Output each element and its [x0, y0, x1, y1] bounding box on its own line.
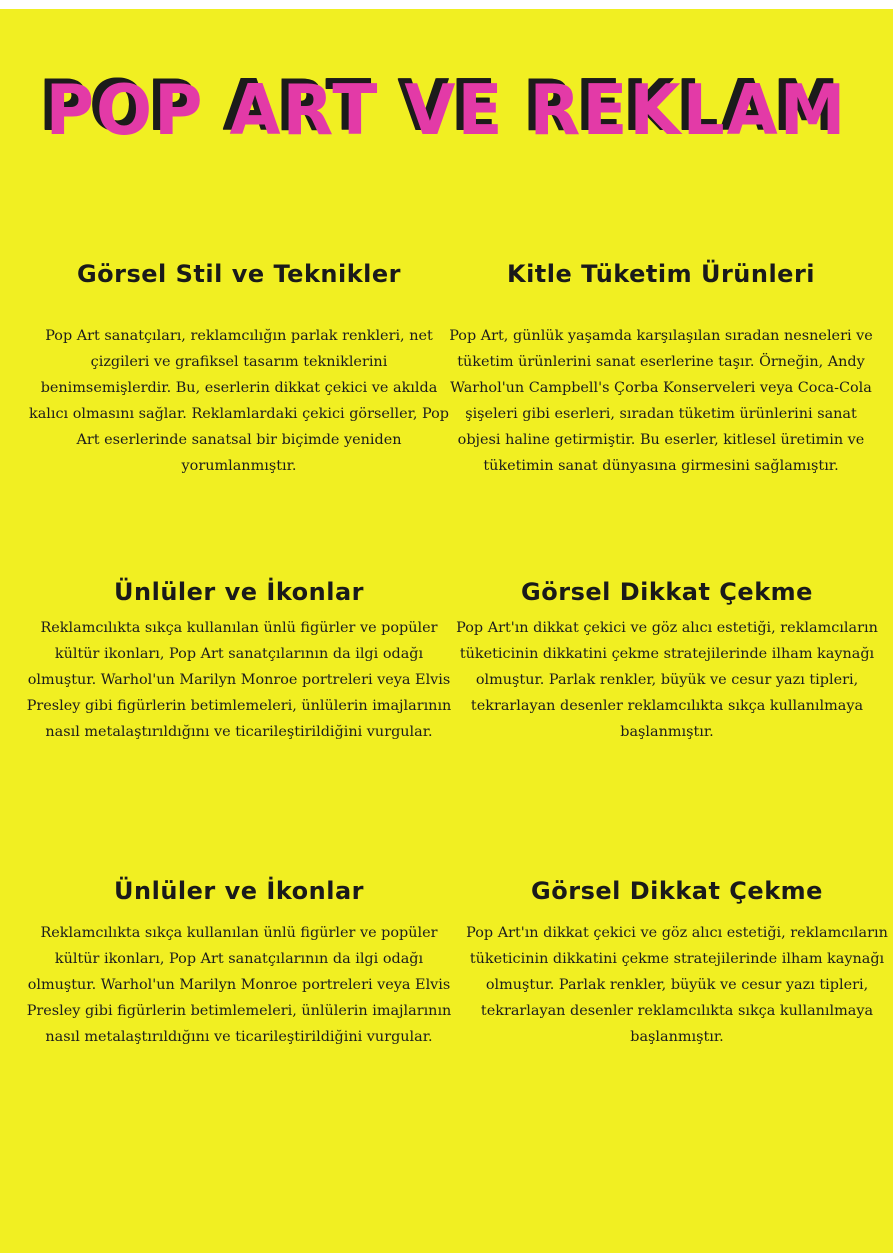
section-gorsel-stil: [24, 259, 454, 479]
section-heading: Görsel Dikkat Çekme: [531, 877, 823, 905]
section-unluler-ikonlar-2: [24, 876, 454, 1050]
section-heading: Kitle Tüketim Ürünleri: [506, 260, 816, 288]
section-heading: Görsel Dikkat Çekme: [521, 578, 813, 606]
poster-page: [0, 9, 893, 1253]
section-text: Pop Art'ın dikkat çekici ve göz alıcı estetiği, reklamcıların tüketicinin dikkatini çekme stratejilerinde ilham kaynağı olmuştur. Parlak renkler, büyük ve cesur yazı tipleri, tekrarlayan desenler reklamcılıkta sıkça kullanılmaya başlanmıştır.: [466, 925, 888, 1045]
section-gorsel-dikkat-2: [462, 876, 892, 1050]
section-heading: Ünlüler ve İkonlar: [114, 877, 364, 905]
section-kitle-tuketim: [446, 259, 876, 479]
section-text: Pop Art, günlük yaşamda karşılaşılan sıradan nesneleri ve tüketim ürünlerini sanat eserlerine taşır. Örneğin, Andy Warhol'un Campbell's Çorba Konserveleri veya Coca-Cola şişeleri gibi eserleri, sıradan tüketim ürünlerini sanat objesi haline getirmiştir. Bu eserler, kitlesel üretimin ve tüketimin sanat dünyasına girmesini sağlamıştır.: [449, 328, 873, 474]
section-heading: Görsel Stil ve Teknikler: [76, 260, 402, 288]
title-container: [0, 61, 893, 171]
section-gorsel-dikkat: [452, 577, 882, 745]
section-text: Pop Art'ın dikkat çekici ve göz alıcı estetiği, reklamcıların tüketicinin dikkatini çekme stratejilerinde ilham kaynağı olmuştur. Parlak renkler, büyük ve cesur yazı tipleri, tekrarlayan desenler reklamcılıkta sıkça kullanılmaya başlanmıştır.: [456, 620, 878, 740]
section-text: Reklamcılıkta sıkça kullanılan ünlü figürler ve popüler kültür ikonları, Pop Art sanatçılarının da ilgi odağı olmuştur. Warhol'un Marilyn Monroe portreleri veya Elvis Presley gibi figürlerin betimlemeleri, ünlülerin imajlarının nasıl metalaştırıldığını ve ticarileştirildiğini vurgular.: [26, 620, 452, 740]
section-heading: Ünlüler ve İkonlar: [114, 578, 364, 606]
section-unluler-ikonlar: [24, 577, 454, 745]
section-text: Reklamcılıkta sıkça kullanılan ünlü figürler ve popüler kültür ikonları, Pop Art sanatçılarının da ilgi odağı olmuştur. Warhol'un Marilyn Monroe portreleri veya Elvis Presley gibi figürlerin betimlemeleri, ünlülerin imajlarının nasıl metalaştırıldığını ve ticarileştirildiğini vurgular.: [26, 925, 452, 1045]
poster-title: POP ART VE REKLAM: [45, 70, 848, 151]
section-text: Pop Art sanatçıları, reklamcılığın parlak renkleri, net çizgileri ve grafiksel tasarım tekniklerini benimsemişlerdir. Bu, eserlerin dikkat çekici ve akılda kalıcı olmasını sağlar. Reklamlardaki çekici görseller, Pop Art eserlerinde sanatsal bir biçimde yeniden yorumlanmıştır.: [28, 328, 450, 474]
